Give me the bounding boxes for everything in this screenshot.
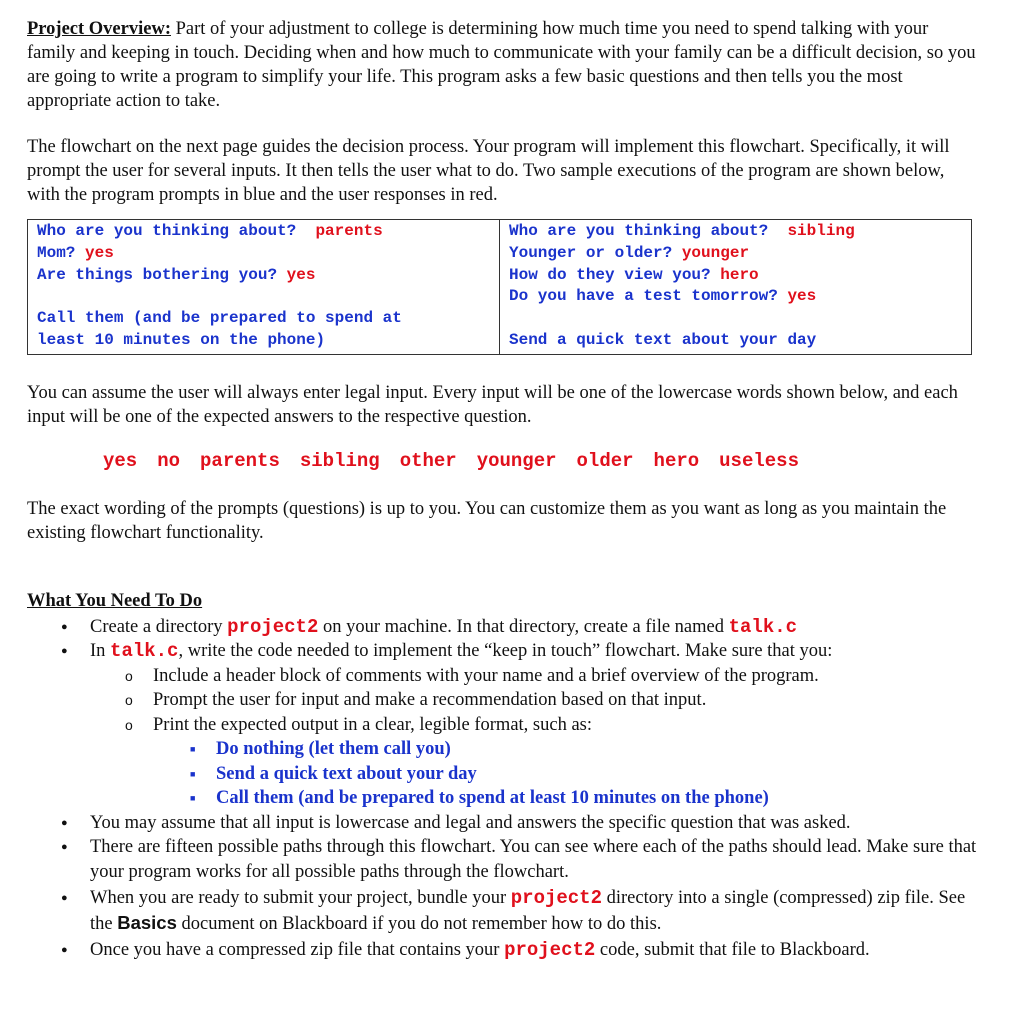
prompt-text: Do you have a test tomorrow? <box>509 287 788 306</box>
response-text: younger <box>681 243 750 262</box>
output-line: Call them (and be prepared to spend at <box>37 309 402 328</box>
sample-line <box>37 265 491 287</box>
sample-line <box>509 265 963 287</box>
answer-word: useless <box>719 449 799 472</box>
sample-line <box>37 243 491 265</box>
todo-heading-text: What You Need To Do <box>27 590 203 611</box>
response-text: yes <box>286 265 316 284</box>
list-item: ● You may assume that all input is lowercase and legal and answers the specific question that was asked. <box>27 811 977 836</box>
answer-word: older <box>576 449 634 472</box>
answer-word: hero <box>653 449 700 472</box>
outputs-sublist <box>153 737 977 811</box>
sample-line <box>509 221 963 243</box>
item-text: Once you have a compressed zip file that contains your <box>90 940 505 961</box>
output-example: ■ Send a quick text about your day <box>153 762 977 787</box>
item-text: directory into a single (compressed) zip file. See the <box>90 888 966 934</box>
answer-word: younger <box>476 449 557 472</box>
list-item <box>27 615 977 640</box>
flowchart-paragraph: The flowchart on the next page guides the decision process. Your program will implement this flowchart. Specifically, it will prompt the user for several inputs. It then tells the user what to do. Two sample executions of the program are shown below, with the program prompts in blue and the user responses in red. <box>27 137 950 205</box>
todo-heading <box>27 589 977 613</box>
response-text: sibling <box>787 222 855 240</box>
output-line: least 10 minutes on the phone) <box>37 330 326 349</box>
list-item <box>27 886 977 936</box>
prompt-text: Mom? <box>37 243 86 262</box>
wording-paragraph: The exact wording of the prompts (questions) is up to you. You can customize them as you want as long as you maintain the existing flowchart functionality. <box>27 498 947 543</box>
code-term: talk.c <box>728 615 798 638</box>
answer-word: no <box>157 449 181 472</box>
prompt-text: Younger or older? <box>509 243 682 262</box>
response-text: yes <box>787 287 817 306</box>
list-item: o Prompt the user for input and make a recommendation based on that input. <box>90 688 977 713</box>
code-term: project2 <box>504 939 596 962</box>
list-item <box>27 938 977 963</box>
code-term: project2 <box>227 615 319 638</box>
list-item: o Include a header block of comments with your name and a brief overview of the program. <box>90 664 977 689</box>
response-text: hero <box>720 265 759 284</box>
overview-heading: Project Overview: <box>27 19 171 39</box>
item-text: on your machine. In that directory, create a file named <box>318 616 729 637</box>
prompt-text: Who are you thinking about? <box>37 222 316 240</box>
sample-executions-table <box>27 219 972 355</box>
requirements-sublist <box>90 664 977 811</box>
item-text: document on Blackboard if you do not remember how to do this. <box>176 913 662 934</box>
legal-input-paragraph: You can assume the user will always enter legal input. Every input will be one of the lowercase words shown below, and each input will be one of the expected answers to the respective question. <box>27 382 958 427</box>
response-text: parents <box>315 222 383 240</box>
response-text: yes <box>85 243 114 262</box>
list-item <box>90 713 977 811</box>
output-example: ■ Do nothing (let them call you) <box>153 737 977 762</box>
item-text: , write the code needed to implement the “keep in touch” flowchart. Make sure that you: <box>178 641 833 662</box>
item-text: When you are ready to submit your project, bundle your <box>90 888 511 909</box>
list-item <box>27 639 977 811</box>
prompt-text: Are things bothering you? <box>37 265 287 284</box>
item-text: Print the expected output in a clear, legible format, such as: <box>153 714 593 735</box>
blank-line <box>509 308 963 330</box>
prompt-text: Who are you thinking about? <box>509 222 788 240</box>
answer-word: parents <box>200 449 280 472</box>
answer-word: sibling <box>299 449 380 472</box>
overview-text: Part of your adjustment to college is determining how much time you need to spend talking with your family and keeping in touch. Deciding when and how much to communicate with your family can be a difficult decision, so you are going to write a program to simplify your life. This program asks a few basic questions and then tells you the most appropriate action to take. <box>27 19 976 111</box>
sample-execution-right <box>500 220 972 355</box>
output-line: Send a quick text about your day <box>509 330 817 349</box>
legal-answers-list <box>27 449 977 473</box>
basics-term: Basics <box>117 911 177 933</box>
item-text: In <box>90 641 111 662</box>
sample-execution-left <box>28 220 500 355</box>
sample-line <box>37 221 491 243</box>
code-term: project2 <box>510 887 602 910</box>
output-example: ■ Call them (and be prepared to spend at least 10 minutes on the phone) <box>153 786 977 811</box>
answer-word: other <box>399 449 457 472</box>
item-text: Create a directory <box>90 616 228 637</box>
code-term: talk.c <box>110 640 179 663</box>
sample-line <box>509 286 963 308</box>
document-page <box>27 17 977 963</box>
answer-word: yes <box>103 449 138 472</box>
sample-line <box>509 243 963 265</box>
todo-list <box>27 615 977 963</box>
item-text: code, submit that file to Blackboard. <box>595 940 870 961</box>
prompt-text: How do they view you? <box>509 265 721 284</box>
list-item: ● There are fifteen possible paths through this flowchart. You can see where each of the paths should lead. Make sure that your program works for all possible paths through the flowchart. <box>27 835 977 884</box>
blank-line <box>37 286 491 308</box>
overview-paragraph <box>27 17 977 113</box>
